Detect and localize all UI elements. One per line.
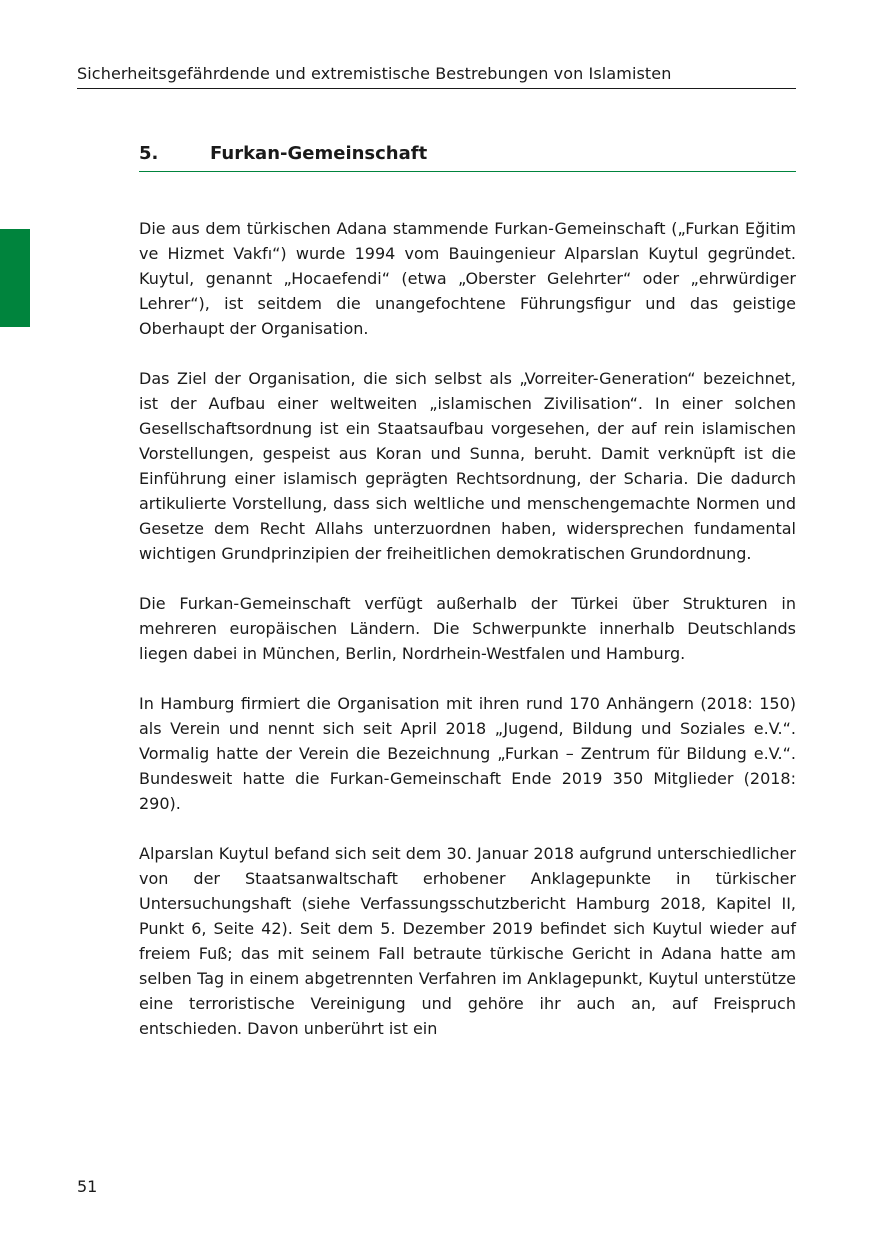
page-number: 51 bbox=[77, 1177, 98, 1196]
header-rule bbox=[77, 88, 796, 89]
paragraph-1: Die aus dem türkischen Adana stammende Furkan-Gemeinschaft („Furkan Eğitim ve Hizmet Vakfı“) wurde 1994 vom Bauingenieur Alparslan Kuytul gegründet. Kuytul, genannt „Hocaefendi“ (etwa „Oberster Gelehrter“ oder „ehrwürdiger Lehrer“), ist seitdem die unangefochtene Führungsfigur und das geistige Oberhaupt der Organisation. bbox=[139, 219, 796, 338]
section-title: Furkan-Gemeinschaft bbox=[210, 143, 428, 164]
section-heading-rule bbox=[139, 171, 796, 172]
running-header: Sicherheitsgefährdende und extremistische Bestrebungen von Islamisten bbox=[77, 64, 672, 83]
paragraph-2: Das Ziel der Organisation, die sich selbst als „Vorreiter-Generation“ bezeichnet, ist der Aufbau einer weltweiten „islamischen Zivilisation“. In einer solchen Gesellschaftsordnung ist ein Staatsaufbau vorgesehen, der auf rein islamischen Vorstellungen, gespeist aus Koran und Sunna, beruht. Damit verknüpft ist die Einführung einer islamisch geprägten Rechtsordnung, der Scharia. Die dadurch artikulierte Vorstellung, dass sich weltliche und menschengemachte Normen und Gesetze dem Recht Allahs unterzuordnen haben, widersprechen fundamental wichtigen Grundprinzipien der freiheitlichen demokratischen Grundordnung. bbox=[139, 369, 796, 563]
paragraph-4: In Hamburg firmiert die Organisation mit ihren rund 170 Anhängern (2018: 150) als Verein und nennt sich seit April 2018 „Jugend, Bildung und Soziales e.V.“. Vormalig hatte der Verein die Bezeichnung „Furkan – Zentrum für Bildung e.V.“. Bundesweit hatte die Furkan-Gemeinschaft Ende 2019 350 Mitglieder (2018: 290). bbox=[139, 694, 796, 813]
chapter-side-tab bbox=[0, 229, 30, 327]
paragraph-5: Alparslan Kuytul befand sich seit dem 30. Januar 2018 aufgrund unterschiedlicher von der Staatsanwaltschaft erhobener Anklagepunkte in türkischer Untersuchungshaft (siehe Verfassungsschutzbericht Hamburg 2018, Kapitel II, Punkt 6, Seite 42). Seit dem 5. Dezember 2019 befindet sich Kuytul wieder auf freiem Fuß; das mit seinem Fall betraute türkische Gericht in Adana hatte am selben Tag in einem abgetrennten Verfahren im Anklagepunkt, Kuytul unterstütze eine terroristische Vereinigung und gehöre ihr auch an, auf Freispruch entschieden. Davon unberührt ist ein bbox=[139, 844, 796, 1038]
section-number: 5. bbox=[139, 143, 159, 164]
paragraph-3: Die Furkan-Gemeinschaft verfügt außerhalb der Türkei über Strukturen in mehreren europäischen Ländern. Die Schwerpunkte innerhalb Deutschlands liegen dabei in München, Berlin, Nordrhein-Westfalen und Hamburg. bbox=[139, 594, 796, 663]
section-heading bbox=[139, 140, 796, 168]
body-text bbox=[139, 216, 796, 1066]
